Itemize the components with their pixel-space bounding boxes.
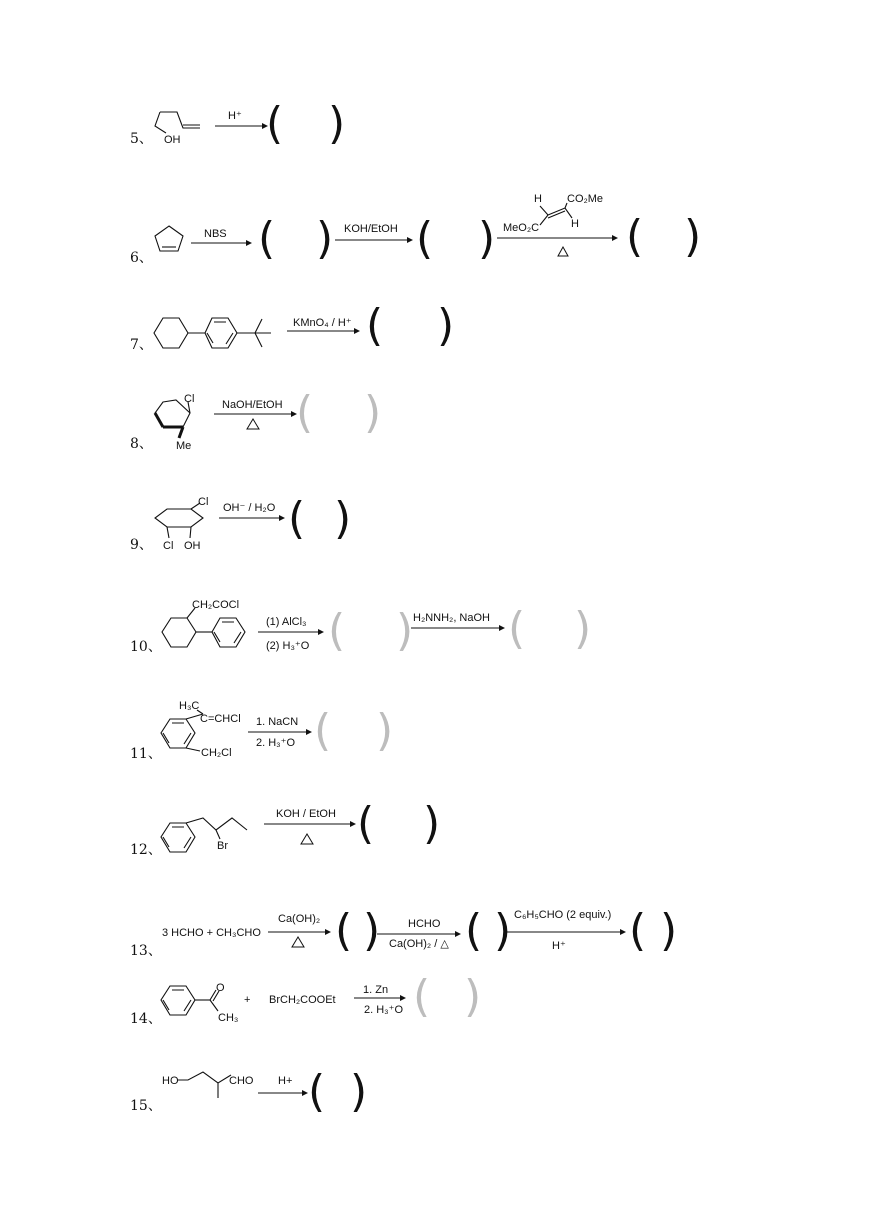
methyl-label: H₃C bbox=[179, 700, 200, 712]
dienophile-meo2c: MeO₂C bbox=[503, 222, 540, 234]
answer-open-paren: ( bbox=[335, 905, 353, 956]
arrow-head bbox=[407, 237, 413, 243]
cyclohexane-ring bbox=[154, 318, 188, 348]
reagent-label: H⁺ bbox=[228, 110, 242, 122]
alkyl-chain bbox=[186, 818, 247, 830]
benzene-double-bonds bbox=[163, 990, 191, 1011]
answer-close-paren: ) bbox=[464, 971, 482, 1022]
arrow-head bbox=[318, 629, 324, 635]
answer-close-paren: ) bbox=[684, 211, 702, 262]
reagent-alcl3: (1) AlCl₃ bbox=[266, 616, 307, 628]
answer-open-paren: ( bbox=[296, 387, 314, 438]
reagent-h-plus: H+ bbox=[278, 1075, 293, 1087]
answer-close-paren: ) bbox=[574, 603, 592, 654]
answer-open-paren: ( bbox=[288, 493, 306, 544]
dienophile-bonds bbox=[540, 206, 572, 218]
problem-number: 15、 bbox=[130, 1098, 162, 1114]
heat-delta-icon bbox=[301, 834, 313, 844]
reagent-h-plus: H⁺ bbox=[552, 940, 566, 952]
reagent-caoh2-delta: Ca(OH)₂ / △ bbox=[389, 938, 449, 950]
chloromethyl-bond bbox=[186, 748, 200, 751]
reactants: 3 HCHO + CH₃CHO bbox=[162, 927, 261, 939]
arrow-head bbox=[279, 515, 285, 521]
answer-close-paren: ) bbox=[494, 905, 512, 956]
hydroxyl-label: OH bbox=[184, 540, 201, 552]
reagent-h3o: (2) H₃⁺O bbox=[266, 640, 310, 652]
answer-open-paren: ( bbox=[314, 705, 332, 756]
reagent-benzaldehyde: C₆H₅CHO (2 equiv.) bbox=[514, 909, 612, 921]
answer-close-paren: ) bbox=[660, 905, 678, 956]
answer-close-paren: ) bbox=[396, 605, 414, 656]
arrow-head bbox=[612, 235, 618, 241]
reagent-h3o: 2. H₃⁺O bbox=[256, 737, 296, 749]
tert-butyl bbox=[237, 319, 271, 347]
problem-number: 14、 bbox=[130, 1011, 162, 1027]
problem-10 bbox=[130, 599, 591, 656]
hydroxyl-bond bbox=[190, 527, 191, 538]
reagent-h3o: 2. H₃⁺O bbox=[364, 1004, 404, 1016]
dienophile-h-top: H bbox=[534, 193, 542, 205]
problem-number: 11、 bbox=[130, 746, 162, 762]
reagent-naoh: NaOH/EtOH bbox=[222, 399, 283, 411]
answer-open-paren: ( bbox=[308, 1066, 326, 1117]
arrow-head bbox=[455, 931, 461, 937]
benzene-double-bonds bbox=[214, 622, 241, 643]
answer-close-paren: ) bbox=[437, 300, 455, 351]
answer-close-paren: ) bbox=[478, 213, 496, 264]
arrow-head bbox=[354, 328, 360, 334]
problem-6 bbox=[130, 193, 701, 266]
arrow-head bbox=[246, 240, 252, 246]
dienophile-co2me: CO₂Me bbox=[567, 193, 604, 205]
reagent-koh: KOH / EtOH bbox=[276, 808, 336, 820]
bromo-bond bbox=[216, 830, 220, 839]
methyl-label: CH₃ bbox=[218, 1012, 239, 1024]
dienophile-side-bonds bbox=[540, 203, 567, 225]
answer-open-paren: ( bbox=[357, 798, 375, 849]
answer-close-paren: ) bbox=[364, 387, 382, 438]
hydroxyl-chain bbox=[155, 112, 166, 133]
chloro-label-top: Cl bbox=[198, 496, 209, 508]
problem-number: 10、 bbox=[130, 639, 162, 655]
arrow-head bbox=[306, 729, 312, 735]
heat-delta-icon bbox=[558, 247, 568, 256]
answer-close-paren: ) bbox=[363, 905, 381, 956]
answer-open-paren: ( bbox=[629, 905, 647, 956]
answer-close-paren: ) bbox=[328, 98, 346, 149]
benzene-double-bonds bbox=[207, 322, 233, 344]
answer-close-paren: ) bbox=[334, 493, 352, 544]
problem-14 bbox=[130, 971, 481, 1027]
methyl-wedge bbox=[179, 427, 183, 438]
answer-close-paren: ) bbox=[376, 705, 394, 756]
problem-number: 7、 bbox=[130, 337, 153, 353]
problem-number: 9、 bbox=[130, 537, 153, 553]
reagent-koh: KOH/EtOH bbox=[344, 223, 398, 235]
reagent-zn: 1. Zn bbox=[363, 984, 389, 996]
answer-open-paren: ( bbox=[465, 905, 483, 956]
reagent-hydrazine: H₂NNH₂, NaOH bbox=[413, 612, 490, 624]
methyl-bond bbox=[210, 1000, 218, 1011]
chloro-label-bottom: Cl bbox=[163, 540, 174, 552]
benzene-double-bonds bbox=[163, 827, 191, 848]
arrow-head bbox=[350, 821, 356, 827]
arrow-head bbox=[620, 929, 626, 935]
problem-12 bbox=[130, 798, 440, 858]
chlorovinyl-label: C=CHCl bbox=[200, 713, 241, 725]
chloromethyl-label: CH₂Cl bbox=[201, 747, 232, 759]
reagent-nacn: 1. NaCN bbox=[256, 716, 299, 728]
problem-15 bbox=[130, 1066, 367, 1117]
answer-open-paren: ( bbox=[366, 300, 384, 351]
plus-sign: + bbox=[244, 994, 251, 1006]
answer-open-paren: ( bbox=[626, 211, 644, 262]
problem-number: 8、 bbox=[130, 436, 153, 452]
dienophile-h-bottom: H bbox=[571, 218, 579, 230]
methyl-label: Me bbox=[176, 440, 192, 452]
problem-number: 6、 bbox=[130, 250, 153, 266]
reagent-hcho: HCHO bbox=[408, 918, 441, 930]
problem-number: 12、 bbox=[130, 842, 162, 858]
problem-number: 13、 bbox=[130, 943, 162, 959]
chloro-bond-bottom bbox=[167, 527, 169, 538]
answer-close-paren: ) bbox=[423, 798, 441, 849]
bromo-label: Br bbox=[217, 840, 228, 852]
cyclohexane-ring bbox=[155, 509, 203, 527]
answer-open-paren: ( bbox=[413, 971, 431, 1022]
reagent-kmno4: KMnO₄ / H⁺ bbox=[293, 317, 352, 329]
heat-delta-icon bbox=[247, 419, 259, 429]
answer-open-paren: ( bbox=[508, 603, 526, 654]
answer-open-paren: ( bbox=[416, 213, 434, 264]
answer-open-paren: ( bbox=[266, 98, 284, 149]
problem-5 bbox=[130, 98, 345, 149]
aldehyde-label: CHO bbox=[229, 1075, 254, 1087]
problem-9 bbox=[130, 493, 351, 553]
alkenyl-chain bbox=[160, 112, 200, 128]
acyl-chloride-label: CH₂COCl bbox=[192, 599, 240, 611]
answer-close-paren: ) bbox=[316, 213, 334, 264]
reagent-caoh2: Ca(OH)₂ bbox=[278, 913, 321, 925]
benzene-double-bonds bbox=[163, 723, 191, 744]
cyclohexane-ring bbox=[162, 618, 196, 647]
problem-number: 5、 bbox=[130, 131, 153, 147]
arrow-head bbox=[325, 929, 331, 935]
problem-7 bbox=[130, 300, 454, 353]
alkyl-chain bbox=[178, 1072, 231, 1083]
hydroxyl-label: HO bbox=[162, 1075, 179, 1087]
problem-11 bbox=[130, 700, 393, 762]
reagent-nbs: NBS bbox=[204, 228, 227, 240]
heat-delta-icon bbox=[292, 937, 304, 947]
answer-open-paren: ( bbox=[258, 213, 276, 264]
hydroxyl-label: OH bbox=[164, 134, 181, 146]
chloro-label: Cl bbox=[184, 393, 195, 405]
answer-open-paren: ( bbox=[328, 605, 346, 656]
problem-13 bbox=[130, 905, 677, 959]
carbonyl-o-label: O bbox=[216, 982, 225, 994]
answer-close-paren: ) bbox=[350, 1066, 368, 1117]
bromoester: BrCH₂COOEt bbox=[269, 994, 336, 1006]
arrow-head bbox=[400, 995, 406, 1001]
problem-8 bbox=[130, 387, 381, 452]
arrow-head bbox=[499, 625, 505, 631]
reagent-oh: OH⁻ / H₂O bbox=[223, 502, 276, 514]
bold-edge-left bbox=[155, 413, 163, 427]
